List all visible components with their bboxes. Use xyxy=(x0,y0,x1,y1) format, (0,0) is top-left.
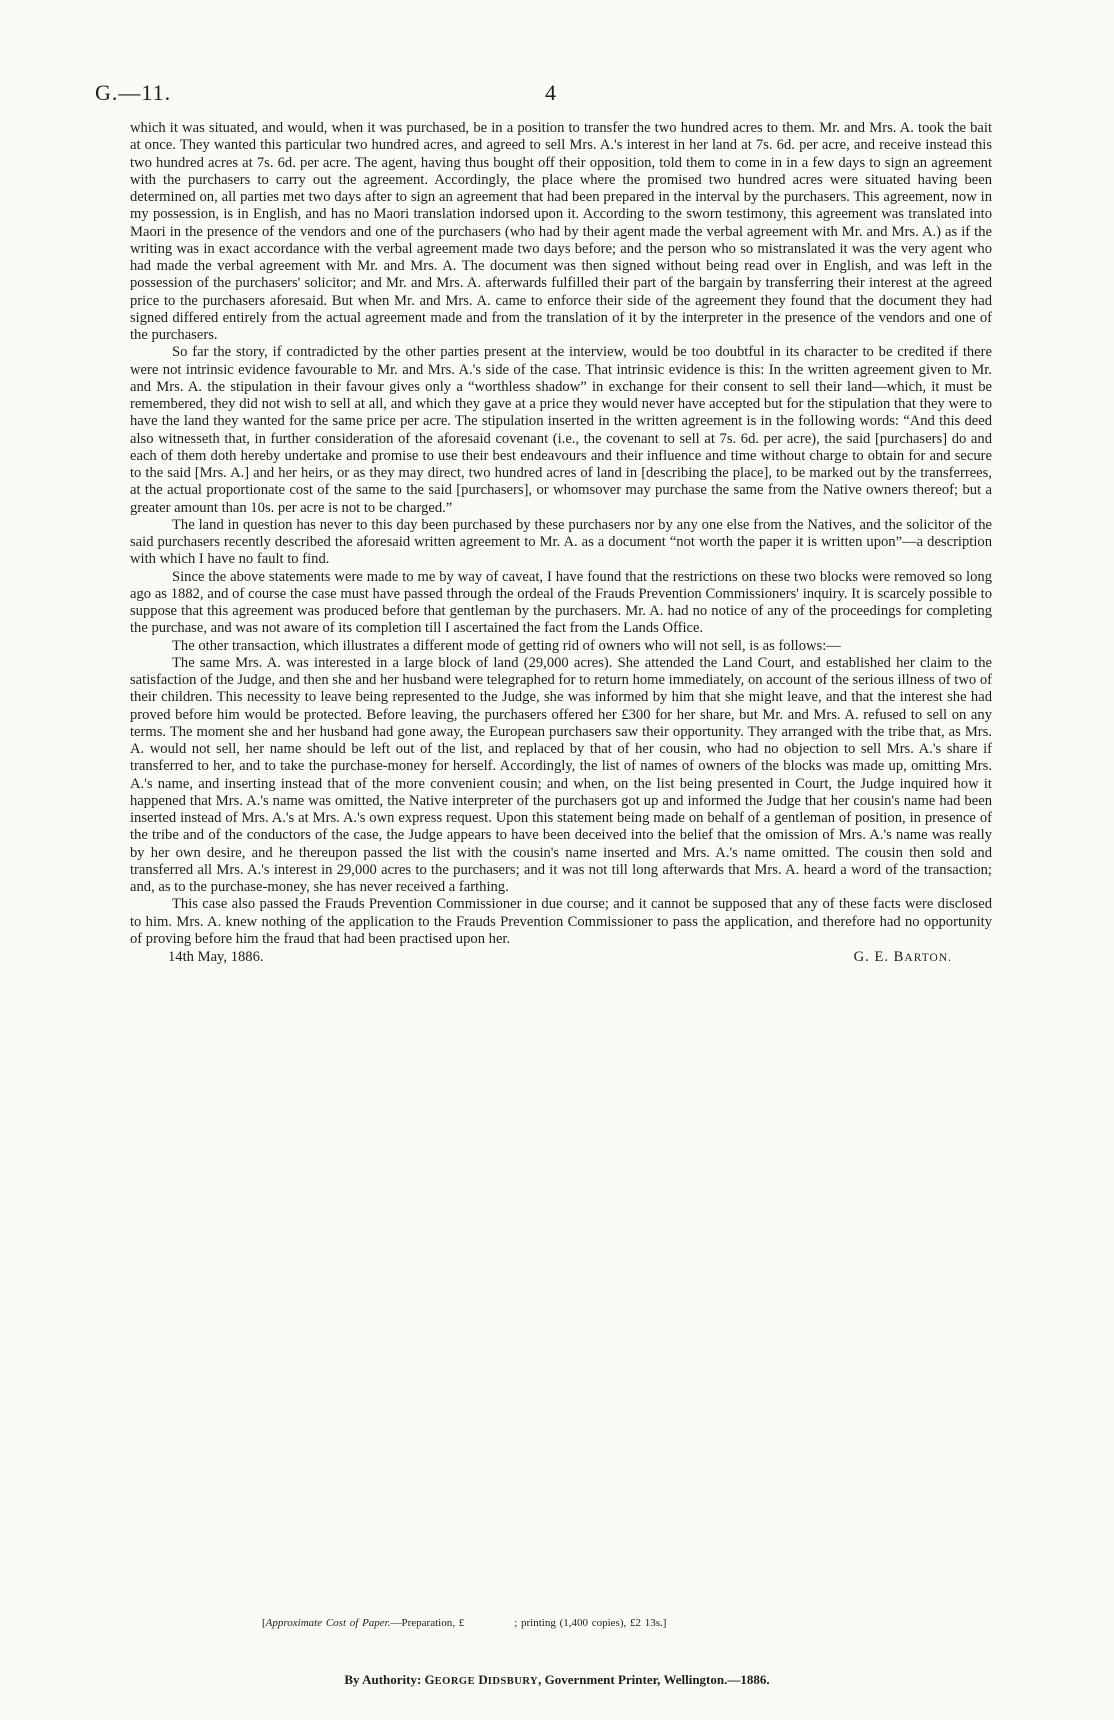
paragraph: The land in question has never to this day been purchased by these purchasers nor by any one else from the Natives, and the solicitor of the said purchasers recently described the aforesaid written agreement to Mr. A. as a document “not worth the paper it is written upon”—a description with which I have no fault to find. xyxy=(130,516,992,568)
letter-date: 14th May, 1886. xyxy=(168,949,264,965)
paper-reference: G.—11. xyxy=(95,80,172,105)
paragraph: Since the above statements were made to me by way of caveat, I have found that the restrictions on these two blocks were removed so long ago as 1882, and of course the case must have passed through the ordeal of the Frauds Prevention Commissioners' inquiry. It is scarcely possible to suppose that this agreement was produced before that gentleman by the purchasers. Mr. A. had no notice of any of the proceedings for completing the purchase, and was not aware of its completion till I ascertained the fact from the Lands Office. xyxy=(130,568,992,637)
signatory-surname-rest: ARTON. xyxy=(904,952,952,964)
cost-open-bracket: [ xyxy=(262,1617,266,1629)
cost-label: Approximate Cost of Paper. xyxy=(265,1617,391,1629)
paragraph: which it was situated, and would, when it was purchased, be in a position to transfer the two hundred acres to them. Mr. and Mrs. A. took the bait at once. They wanted this particular two hundred acres, and agreed to sell Mrs. A.'s interest in her land at 7s. 6d. per acre, and receive instead this two hundred acres at 7s. 6d. per acre. The agent, having thus bought off their opposition, told them to come in in a few days to sign an agreement with the purchasers to carry out the agreement. Accordingly, the place where the promised two hundred acres were situated having been determined on, all parties met two days after to sign an agreement that had been prepared in the interval by the purchasers. This agreement, now in my possession, is in English, and has no Maori translation indorsed upon it. According to the sworn testimony, this agreement was translated into Maori in the presence of the vendors and one of the purchasers (who had by their agent made the verbal agreement with Mr. and Mrs. A.) as if the writing was in exact accordance with the verbal agreement made two days before; and the person who so mistranslated it was the very agent who had made the verbal agreement with Mr. and Mrs. A. The document was then signed without being read over in English, and was left in the possession of the purchasers' solicitor; and Mr. and Mrs. A. afterwards fulfilled their part of the bargain by transferring their interest at the agreed price to the purchasers aforesaid. But when Mr. and Mrs. A. came to enforce their side of the agreement they found that the document they had signed differed entirely from the actual agreement made and from the translation of it by the interpreter in the presence of the vendors and one of the purchasers. xyxy=(130,120,992,343)
document-body xyxy=(130,120,992,967)
paragraph: So far the story, if contradicted by the other parties present at the interview, would be too doubtful in its character to be credited if there were not intrinsic evidence favourable to Mr. and Mrs. A.'s side of the case. That intrinsic evidence is this: In the written agreement given to Mr. and Mrs. A. the stipulation in their favour gives only a “worthless shadow” in exchange for their consent to sell their land—which, it must be remembered, they did not wish to sell at all, and which they gave at a price they would never have accepted but for the stipulation that they were to have the land they wanted for the same price per acre. The stipulation inserted in the written agreement is in the following words: “And this deed also witnesseth that, in further consideration of the aforesaid covenant (i.e., the covenant to sell at 7s. 6d. per acre), the said [purchasers] do and each of them doth hereby undertake and promise to use their best endeavours and their influence and time without charge to obtain for and secure to the said [Mrs. A.] and her heirs, or as they may direct, two hundred acres of land in [describing the place], to be marked out by the transferrees, at the actual proportionate cost of the same to the said [purchasers], or whomsover may purchase the same from the Native owners thereof; but a greater amount than 10s. per acre is not to be charged.” xyxy=(130,344,992,516)
paragraph: This case also passed the Frauds Prevention Commissioner in due course; and it cannot be supposed that any of these facts were disclosed to him. Mrs. A. knew nothing of the application to the Frauds Prevention Commissioner to pass the application, and therefore had no opportunity of proving before him the fraud that had been practised upon her. xyxy=(130,896,992,947)
paragraph: The other transaction, which illustrates a different mode of getting rid of owners who will not sell, is as follows:— xyxy=(172,637,841,654)
page-header xyxy=(0,80,1114,110)
cost-printing: ; printing (1,400 copies), £2 13s.] xyxy=(514,1617,667,1629)
cost-of-paper-note xyxy=(262,1617,666,1629)
signatory-initials: G. E. B xyxy=(853,949,905,965)
printer-imprint xyxy=(0,1672,1114,1688)
printer-surname-rest: IDSBURY xyxy=(487,1676,539,1687)
printer-first-name-rest: EORGE xyxy=(434,1676,476,1687)
imprint-prefix: By Authority: xyxy=(344,1672,425,1687)
signature-line xyxy=(130,949,992,967)
printer-initial-g: G xyxy=(424,1672,435,1687)
signatory-name xyxy=(854,949,952,967)
imprint-suffix: , Government Printer, Wellington.—1886. xyxy=(538,1672,770,1687)
cost-preparation: —Preparation, £ xyxy=(390,1617,465,1629)
page-number: 4 xyxy=(545,80,556,105)
paragraph: The same Mrs. A. was interested in a large block of land (29,000 acres). She attended the Land Court, and established her claim to the satisfaction of the Judge, and then she and her husband were telegraphed for to return home immediately, on account of the serious illness of two of their children. This necessity to leave being represented to the Judge, she was informed by him that she might leave, and that the interest she had proved before him would be protected. Before leaving, the purchasers offered her £300 for her share, but Mr. and Mrs. A. refused to sell on any terms. The moment she and her husband had gone away, the European purchasers saw their opportunity. They arranged with the tribe that, as Mrs. A. would not sell, her name should be left out of the list, and replaced by that of her cousin, who had no objection to sell Mrs. A.'s share if transferred to her, and to take the purchase-money for herself. Accordingly, the list of names of owners of the blocks was made up, omitting Mrs. A.'s name, and inserting instead that of the more convenient cousin; and when, on the list being presented in Court, the Judge inquired how it happened that Mrs. A.'s name was omitted, the Native interpreter of the purchasers got up and informed the Judge that her cousin's name had been inserted instead of Mrs. A.'s at Mrs. A.'s own express request. Upon this statement being made on behalf of a gentleman of position, in presence of the tribe and of the conductors of the case, the Judge appears to have been deceived into the belief that the omission of Mrs. A.'s name was really by her own desire, and he thereupon passed the list with the cousin's name inserted and Mrs. A.'s name omitted. The cousin then sold and transferred all Mrs. A.'s interest in 29,000 acres to the purchasers; and it was not till long afterwards that Mrs. A. heard a word of the transaction; and, as to the purchase-money, she has never received a farthing. xyxy=(130,654,992,895)
printer-initial-d: D xyxy=(475,1672,488,1687)
